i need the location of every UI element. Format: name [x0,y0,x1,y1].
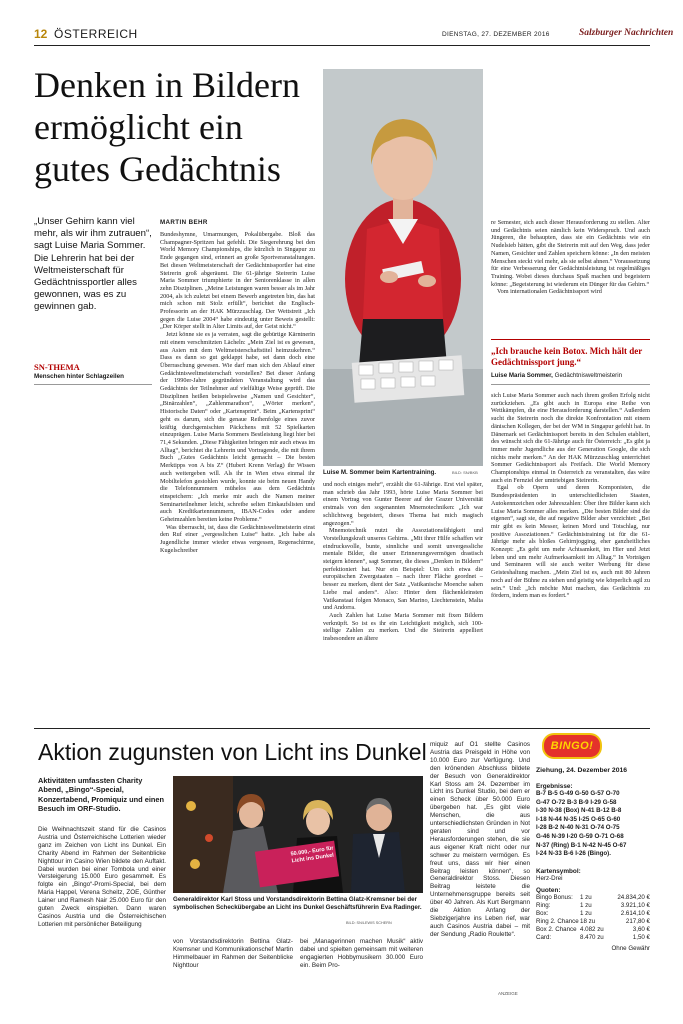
series-subtitle: Menschen hinter Schlagzeilen [34,373,124,380]
portrait-illustration [323,69,483,466]
bingo-quote-row [536,894,650,902]
quote-amount: 24.834,20 € [617,893,650,901]
paragraph: Auch Zahlen hat Luise Maria Sommer mit fixen Bildern verknüpft. So ist es ihr ein Leichtigkeit möglich, sich 100-stellige Zahlen zu merken. Und die Steirerin appelliert insbesondere an ältere [323,611,483,643]
bingo-result-line: I-28 B-2 N-40 N-31 O-74 O-75 [536,824,620,832]
pull-quote-attribution [491,372,650,379]
ad-headline: Aktion zugunsten von Licht ins Dunkel [38,739,427,765]
quote-name: Bingo Bonus: [536,893,573,901]
section-title: ÖSTERREICH [54,27,138,41]
ad-photo-credit: BILD: SN/LEWIS SCHERN [346,921,392,925]
bingo-result-line: I-24 N-33 B-6 I-26 (Bingo). [536,850,611,858]
bingo-logo [544,735,600,757]
paragraph: sich Luise Maria Sommer auch nach ihrem großen Erfolg nicht zurückziehen. „Es gibt auch in Europa eine Reihe von Wettkämpfen, die eine Herausforderung darstellen.“ Außerdem sucht die Steirerin noch die direkte Konfrontation mit einem dänischen Kollegen, der bei der WM in Singapur gefehlt hat. In Dänemark sei Gedächtnissport bereits in den Schulen etabliert, des wünscht sich die 61-Jährige auch für Österreich: „Es gibt ja immer mehr Jugendliche aus der Generation Google, die sich nichts mehr merken.“ An der HAK Mürzzuschlag unterrichtet Sommer Gedächtnissport als Freifach. Die World Memory Championships einmal in Österreich zu veranstalten, das wäre auch ein Fernziel der umtriebigen Steirerin. [491,392,650,484]
pull-quote-author: Luise Maria Sommer, [491,372,553,379]
article-column-1 [160,231,315,777]
quote-count: 4.082 zu [580,925,604,933]
pull-quote-role: Gedächtnisweltmeisterin [554,372,623,379]
page-header [34,27,674,43]
paragraph: re Semester, sich auch dieser Herausforderung zu stellen. Alter und Gedächtnis seien nämlich kein Widerspruch. Und auch Jüngeren, die behaupten, dass sie ein Gedächtnis wie ein Nudelsieb hätten, gibt die Steirerin mit auf den Weg, dass jeder Namen, Gesichter und Zahlen speichern könne: „In den meisten Menschen steckt viel mehr, als sie selbst ahnen.“ Voraussetzung für eine Verbesserung der Gedächtnisleistung ist regelmäßiges Training. Wobei dieses durchaus Spaß machen und begeistern könne: „Begeisterung ist wiederum ein Dünger für das Gehirn.“ [491,219,650,288]
bingo-quoten-label: Quoten: [536,886,561,894]
quote-amount: 1,50 € [632,933,650,941]
bingo-box [536,733,650,1003]
headline-line: ermöglicht ein [34,107,243,147]
bingo-result-line: I-30 N-38 (Box) N-41 B-12 B-8 [536,807,622,815]
ad-photo-caption: Generaldirektor Karl Stoss und Vorstandsdirektorin Bettina Glatz-Kremsner bei der symbolischen Scheckübergabe an Licht ins Dunkel Geschäftsführerin Eva Radinger. [173,896,422,911]
paragraph: Egal ob Opern und deren Komponisten, die Bundespräsidenten in unterschiedlichsten Staaten, Autokennzeichen oder Jahreszahlen: Über ihre Bilder kann sich Luise Maria Sommer alles merken. „Die besten Bilder sind die eigenen“, sagt sie, die auf negative Bilder aber verzichtet: „Bei mir gibt es kein Messer, keinen Mord und Totschlag, nur positive Assoziationen.“ Gedächtnistraining ist für die 61-Jährige mehr als bloßes Gehirnjogging, eher ganzheitliches Konzept: „Es geht um mehr Achtsamkeit, im Hier und Jetzt leben und um mehr Aufmerksamkeit im Alltag.“ In Vorträgen und Seminaren will sie auch weiter Werbung für diese Geisteshaltung machen. „Mein Ziel ist es, auch mit 80 Jahren noch auf der Bühne zu stehen und geistig wie körperlich agil zu sein.“ Und: „Ich möchte Mut machen, das Gedächtnis zu fördern, indem man es fordert.“ [491,484,650,600]
quote-name: Box: [536,909,549,917]
quote-count: 1 zu [580,909,592,917]
photo-caption: Luise M. Sommer beim Kartentraining. [323,469,437,476]
bingo-quote-row [536,910,650,918]
bingo-symbol-label: Kartensymbol: [536,867,581,875]
bingo-draw-title: Ziehung, 24. Dezember 2016 [536,767,628,774]
ad-column-2: von Vorstandsdirektorin Bettina Glatz-Kremsner und Kommunikationschef Martin Himmelbauer im Rahmen der Seitenblicke Nighttour [173,938,293,969]
quote-name: Card: [536,933,552,941]
series-rule [34,384,152,385]
masthead: Salzburger Nachrichten [579,28,674,38]
bingo-result-line: N-37 (Ring) B-1 N-42 N-45 O-67 [536,841,627,849]
bingo-result-line: I-18 N-44 N-35 I-25 O-65 G-60 [536,815,621,823]
section-divider [34,728,650,729]
bingo-result-line: B-7 B-5 G-49 G-50 G-57 O-70 [536,790,620,797]
paragraph: Bundeshymne, Umarmungen, Pokalübergabe. Bloß das Champagner-Spritzen hat gefehlt. Die Siegerehrung bei den World Memory Championships, die kürzlich in Singapur zu Ende gegangen sind, erinnert an große Sportveranstaltungen. Bei diesen Weltmeisterschaft der Gedächtnissportler hat eine Steirerin groß abgeräumt. Die 61-jährige Steirerin Luise Maria Sommer triumphierte in der Seniorenklasse in allen zehn Disziplinen. „Meine Leistungen waren besser als im Jahr 2004, als ich zuletzt bei einem Bewerb angetreten bin, das hat mich schon mit Stolz erfüllt“, berichtet die Englisch-Professorin an der HAK Mürzzuschlag. Der Wettstreit „Ich gegen die Luise 2004“ habe eindeutig unter Beweis gestellt: „Der Körper stellt in Alter Limits auf, der Geist nicht.“ [160,231,315,331]
series-box [34,362,152,385]
ad-column-1: Die Weihnachtszeit stand für die Casinos Austria und Österreichische Lotterien wieder ganz im Zeichen von Licht ins Dunkel. Ein Charity Abend im Rahmen der Seitenblicke Nighttour im Casino Wien bildete den Auftakt. Dabei wurden bei einer Tombola und einer Versteigerung 15.000 Euro gesammelt. Es folgte ein „Bingo“-Promi-Special, bei dem Maria Happel, Verena Scheitz, ZOE, Günther Lainer und Ramesh Nair 25.000 Euro für den guten Zweck einspielten. Dann waren Casinos Austria und die Österreichischen Lotterien mit persönlicher Beteiligung [38,826,166,928]
article-column-3-top [491,219,650,335]
bingo-quote-row [536,926,650,934]
bingo-symbol-value: Herz-Drei [536,874,563,882]
quote-name: Ring: [536,901,551,909]
paragraph: Was überrascht, ist, dass die Gedächtnisweltmeisterin einst den Ruf einer „vergesslichen Luise“ hatte. „Ich habe als Jugendliche immer wieder etwas vergessen, Regenschirme, Kugelschreiber [160,523,315,554]
headline-line: Denken in Bildern [34,65,300,105]
bingo-quote-row [536,934,650,942]
bingo-quote-row [536,902,650,910]
bingo-quote-row [536,918,650,926]
quote-amount: 3.921,10 € [620,901,650,909]
quote-amount: 3,60 € [632,925,650,933]
article-lead: „Unser Gehirn kann viel mehr, als wir ihm zutrauen“, sagt Luise Maria Sommer. Die Lehrerin hat bei der Weltmeisterschaft für Gedächtnissportler alles gewonnen, was es zu gewinnen gab. [34,216,152,313]
article-headline [34,64,324,190]
bingo-logo-text: BINGO! [550,740,594,752]
paragraph: und noch einiges mehr“, erzählt die 61-Jährige. Erst viel später, man schrieb das Jahr 1993, hörte Luise Maria Sommer bei einem Vortrag von Gunter Beerer auf der Grazer Universität erstmals von den sogenannten Mnemotechniken: „Ich war schlichtweg begeistert, dieses Thema hat mich magisch angezogen.“ [323,481,483,527]
ad-column-3: bei „Managerinnen machen Musik“ aktiv dabei und spielten gemeinsam mit weiteren engagierten Hobbymusikern 30.000 Euro ein. Beim Pro- [300,938,423,969]
quote-amount: 2.614,10 € [620,909,650,917]
headline-line: gutes Gedächtnis [34,149,281,189]
quote-name: Ring 2. Chance [536,917,579,925]
paragraph: Vom internationalen Gedächtnissport wird [497,288,602,296]
ad-photo-illustration [173,776,423,893]
bingo-footer: Ohne Gewähr [611,944,650,952]
author-byline: MARTIN BEHR [160,219,208,226]
photo-credit: BILD: SN/BKB [452,470,478,475]
bingo-results [536,790,650,859]
article-photo [323,69,483,466]
pull-quote-box [491,339,650,385]
bingo-quoten-table [536,894,650,942]
header-rule [34,45,650,46]
ad-column-4: miquiz auf Ö1 stellte Casinos Austria das Preisgeld in Höhe von 10.000 Euro zur Verfügung. Und den krönenden Abschluss bildete der Besuch von Generaldirektor Karl Stoss am 24. Dezember im Licht ins Dunkel Studio, bei dem er einen Scheck über 50.000 Euro übergeben hat. „Es gibt viele Menschen, die aus unterschiedlichsten Gründen in Not geraten sind und vor Herausforderungen stehen, die sie aus eigener Kraft nicht oder nur schwer zu meistern vermögen. Es freut uns, dass wir hier einen Beitrag leisten können“, so Generaldirektor Stoss. Diesen Beitrag leistete die Unternehmensgruppe bereits seit über 40 Jahren. Als Kurt Bergmann die Aktion Anfang der Siebzigerjahre ins Leben rief, war auch Casinos Austria dabei – mit der Sendung „Radio Roulette“. [430,741,530,938]
ad-intro: Aktivitäten umfassten Charity Abend, „Bingo“-Special, Konzertabend, Promiquiz und einen Besuch im ORF-Studio. [38,776,165,814]
bingo-results-label: Ergebnisse: [536,783,573,790]
page-number: 12 [34,27,48,41]
check-amount: 50.000,- Euro für Licht ins Dunkel [290,845,335,864]
ad-photo [173,776,423,893]
bingo-result-line: G-46 N-39 I-20 G-59 O-71 O-68 [536,832,624,840]
paragraph: Jetzt könne sie es ja verraten, sagt die gebürtige Kärntnerin mit einem verschmitzten Lächeln: „Mein Ziel ist es gewesen, aus Asien mit dem Weltmeisterschaftstitel heimzukehren.“ Dass es dann so gut geklappt habe, sei dann doch eine Überraschung gewesen. Wie darf man sich den Ablauf einer Gedächtnisweltmeisterschaft vorstellen? Bei dieser Anfang der 1990er-Jahre gegründeten Veranstaltung wird das Gedächtnis der Teilnehmer auf vielfältige Weise geprüft. Die Disziplinen heißen beispielsweise „Namen und Gesichter“, „Binärzahlen“, „Zahlenmarathon“, „Wörter merken“, Historische Daten“ oder „Kartensprint“. Beim „Kartensprint“ geht es darum, sich die genaue Reihenfolge eines zuvor kräftig durchgemischten Päckchens mit 52 Spielkarten einzuprägen. Luise Maria Sommers Bestleistung liegt hier bei 71,4 Sekunden. „Diese Fähigkeiten bringen mir auch etwas im Alltag“, berichtet die Lehrerin und Vortragende, die mit ihrem Buch „Gutes Gedächtnis leicht gemacht – Die besten Merktipps von A bis Z“ (Hubert Krenn Verlag) ihr Wissen auch weitergeben will. Als ihr in Wien etwa einmal ihr Mobiltelefon gestohlen wurde, konnte sie beim neuen Handy die Telefonnummern mühelos aus dem Gedächtnis einspeichern: „Ich merke mir auch die Namen meiner Seminarteilnehmer leicht, schreibe selten Einkaufslisten und auch Kreditkartennummern, IBAN-Codes oder andere Geheimzahlen bereiten keine Probleme.“ [160,331,315,524]
ad-label: ANZEIGE [498,991,518,996]
pull-quote: „Ich brauche kein Botox. Mich hält der Gedächtnissport jung.“ [491,346,643,367]
quote-count: 1 zu [580,901,592,909]
series-label: SN-THEMA [34,362,80,372]
issue-date: DIENSTAG, 27. DEZEMBER 2016 [442,31,550,38]
quote-count: 1 zu [580,893,592,901]
quote-count: 18 zu [580,917,596,925]
article-column-2 [323,481,483,777]
quote-amount: 217,80 € [625,917,650,925]
article-column-3-bottom [491,392,650,777]
quote-count: 8.470 zu [580,933,604,941]
paragraph: Mnemotechnik nutzt die Assoziationsfähigkeit und Vorstellungskraft unseres Gehirns. „Mit ihrer Hilfe schaffen wir eindrucksvolle, bunte, sinnliche und somit unvergessliche mentale Bilder, die unser Erinnerungsvermögen drastisch steigern können“, sagt Sommer, die dieses „Denken in Bildern“ perfektioniert hat. Nur ein Beispiel: Um sich etwa die europäischen Zwergstaaten – nach ihrer Fläche geordnet – besser zu merken, dient der Satz „Vatikanische Moenche sahen Liebe mal anders“. Also: Hinter dem flächenkleinsten Vatikanstaat folgen Monaco, San Marino, Liechtenstein, Malta und Andorra. [323,527,483,612]
quote-name: Box 2. Chance [536,925,577,933]
bingo-result-line: G-47 O-72 B-3 B-9 I-29 G-58 [536,798,617,806]
